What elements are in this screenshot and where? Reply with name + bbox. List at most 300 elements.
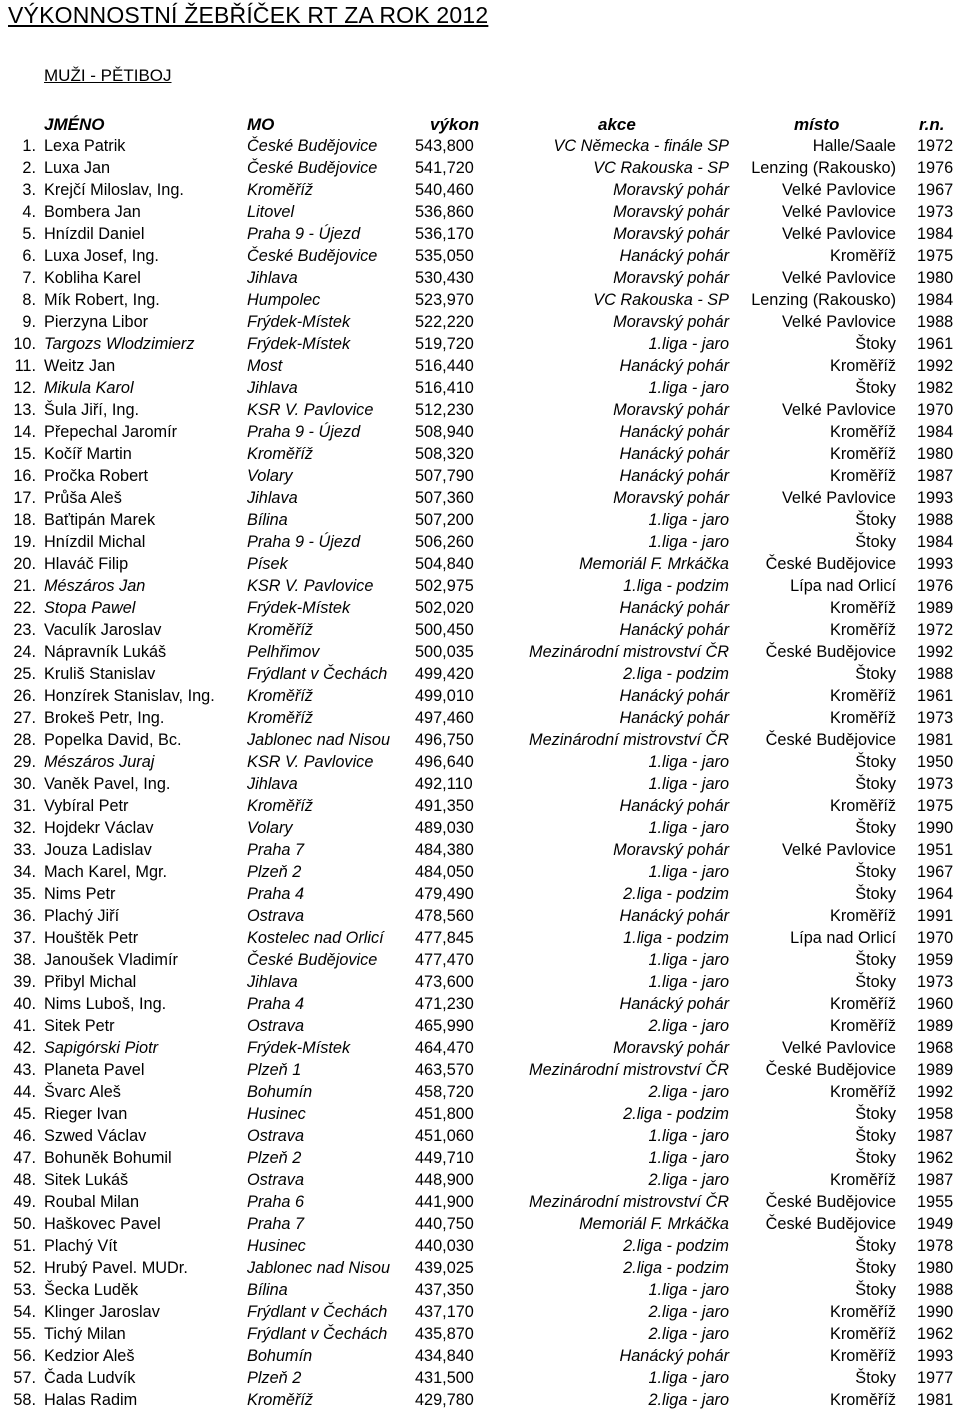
name-cell: Luxa Josef, Ing. [44, 247, 159, 265]
performance-cell: 463,570 [415, 1061, 474, 1079]
event-cell: 2.liga - podzim [623, 1259, 729, 1277]
performance-cell: 497,460 [415, 709, 474, 727]
club-cell: Jihlava [247, 379, 298, 397]
birth-year-cell: 1981 [917, 1391, 954, 1409]
birth-year-cell: 1990 [917, 819, 954, 837]
place-cell: Štoky [855, 885, 896, 903]
rank-cell: 47. [13, 1149, 36, 1167]
name-cell: Planeta Pavel [44, 1061, 145, 1079]
table-row [0, 597, 960, 619]
event-cell: 1.liga - jaro [648, 1369, 729, 1387]
table-row [0, 135, 960, 157]
table-row [0, 1235, 960, 1257]
performance-cell: 434,840 [415, 1347, 474, 1365]
rank-cell: 7. [22, 269, 36, 287]
event-cell: Hanácký pohár [619, 599, 729, 617]
rank-cell: 46. [13, 1127, 36, 1145]
place-cell: Velké Pavlovice [781, 841, 896, 859]
place-cell: České Budějovice [765, 1193, 896, 1211]
performance-cell: 451,800 [415, 1105, 474, 1123]
performance-cell: 496,750 [415, 731, 474, 749]
rank-cell: 24. [13, 643, 36, 661]
place-cell: Kroměříž [829, 1325, 896, 1343]
birth-year-cell: 1959 [917, 951, 954, 969]
club-cell: Husinec [247, 1105, 306, 1123]
event-cell: 1.liga - jaro [648, 819, 729, 837]
birth-year-cell: 1976 [917, 577, 954, 595]
table-row [0, 619, 960, 641]
club-cell: KSR V. Pavlovice [247, 577, 374, 595]
club-cell: Frýdek-Místek [247, 313, 351, 331]
event-cell: 2.liga - jaro [648, 1083, 729, 1101]
name-cell: Popelka David, Bc. [44, 731, 182, 749]
name-cell: Vaněk Pavel, Ing. [44, 775, 171, 793]
table-row [0, 927, 960, 949]
club-cell: Jihlava [247, 775, 298, 793]
birth-year-cell: 1989 [917, 599, 954, 617]
rank-cell: 21. [13, 577, 36, 595]
club-cell: České Budějovice [247, 159, 378, 177]
birth-year-cell: 1970 [917, 929, 954, 947]
name-cell: Plachý Jiří [44, 907, 120, 925]
performance-cell: 543,800 [415, 137, 474, 155]
club-cell: Bohumín [247, 1347, 313, 1365]
event-cell: Moravský pohár [613, 489, 729, 507]
table-row [0, 1345, 960, 1367]
place-cell: České Budějovice [765, 731, 896, 749]
table-row [0, 839, 960, 861]
name-cell: Kobliha Karel [44, 269, 141, 287]
event-cell: 1.liga - jaro [648, 1149, 729, 1167]
performance-cell: 535,050 [415, 247, 474, 265]
name-cell: Hlaváč Filip [44, 555, 129, 573]
place-cell: Štoky [855, 1149, 896, 1167]
table-row [0, 861, 960, 883]
event-cell: Moravský pohár [613, 181, 729, 199]
event-cell: 1.liga - jaro [648, 511, 729, 529]
rank-cell: 19. [13, 533, 36, 551]
rank-cell: 14. [13, 423, 36, 441]
event-cell: 1.liga - jaro [648, 379, 729, 397]
birth-year-cell: 1988 [917, 1281, 954, 1299]
place-cell: Velké Pavlovice [781, 203, 896, 221]
rank-cell: 35. [13, 885, 36, 903]
rank-cell: 23. [13, 621, 36, 639]
birth-year-cell: 1990 [917, 1303, 954, 1321]
event-cell: VC Německa - finále SP [553, 137, 729, 155]
event-cell: Hanácký pohár [619, 357, 729, 375]
event-cell: 2.liga - podzim [623, 665, 729, 683]
name-cell: Kedzior Aleš [44, 1347, 135, 1365]
event-cell: 1.liga - podzim [623, 929, 729, 947]
place-cell: Kroměříž [829, 1083, 896, 1101]
performance-cell: 439,025 [415, 1259, 474, 1277]
club-cell: Praha 9 - Újezd [247, 533, 361, 551]
club-cell: Jablonec nad Nisou [247, 1259, 391, 1277]
performance-cell: 540,460 [415, 181, 474, 199]
birth-year-cell: 1972 [917, 137, 954, 155]
club-cell: Frýdlant v Čechách [247, 1303, 388, 1321]
name-cell: Hrubý Pavel. MUDr. [44, 1259, 188, 1277]
event-cell: Moravský pohár [613, 401, 729, 419]
performance-cell: 516,440 [415, 357, 474, 375]
birth-year-cell: 1955 [917, 1193, 954, 1211]
birth-year-cell: 1987 [917, 1127, 954, 1145]
rank-cell: 15. [13, 445, 36, 463]
table-row [0, 399, 960, 421]
event-cell: 2.liga - podzim [623, 885, 729, 903]
birth-year-cell: 1989 [917, 1017, 954, 1035]
name-cell: Stopa Pawel [44, 599, 136, 617]
performance-cell: 522,220 [415, 313, 474, 331]
club-cell: Praha 6 [247, 1193, 305, 1211]
table-row [0, 1147, 960, 1169]
performance-cell: 499,420 [415, 665, 474, 683]
rank-cell: 22. [13, 599, 36, 617]
table-row [0, 509, 960, 531]
rank-cell: 30. [13, 775, 36, 793]
rank-cell: 58. [13, 1391, 36, 1409]
name-cell: Sapigórski Piotr [44, 1039, 159, 1057]
place-cell: Velké Pavlovice [781, 401, 896, 419]
club-cell: Frýdek-Místek [247, 335, 351, 353]
table-row [0, 685, 960, 707]
place-cell: Kroměříž [829, 1017, 896, 1035]
ranking-table [0, 135, 960, 1411]
rank-cell: 56. [13, 1347, 36, 1365]
performance-cell: 449,710 [415, 1149, 474, 1167]
table-row [0, 883, 960, 905]
place-cell: Velké Pavlovice [781, 225, 896, 243]
birth-year-cell: 1973 [917, 203, 954, 221]
birth-year-cell: 1973 [917, 709, 954, 727]
birth-year-cell: 1988 [917, 313, 954, 331]
club-cell: Ostrava [247, 1171, 305, 1189]
rank-cell: 9. [22, 313, 36, 331]
event-cell: Mezinárodní mistrovství ČR [529, 643, 729, 661]
club-cell: Ostrava [247, 1017, 305, 1035]
performance-cell: 484,380 [415, 841, 474, 859]
performance-cell: 437,170 [415, 1303, 474, 1321]
rank-cell: 20. [13, 555, 36, 573]
rank-cell: 57. [13, 1369, 36, 1387]
column-header-mo: MO [247, 115, 275, 134]
birth-year-cell: 1980 [917, 1259, 954, 1277]
place-cell: Štoky [855, 335, 896, 353]
place-cell: České Budějovice [765, 555, 896, 573]
event-cell: 2.liga - podzim [623, 1105, 729, 1123]
birth-year-cell: 1967 [917, 181, 954, 199]
rank-cell: 40. [13, 995, 36, 1013]
performance-cell: 437,350 [415, 1281, 474, 1299]
event-cell: 1.liga - jaro [648, 533, 729, 551]
birth-year-cell: 1967 [917, 863, 954, 881]
table-row [0, 377, 960, 399]
performance-cell: 440,030 [415, 1237, 474, 1255]
place-cell: Velké Pavlovice [781, 181, 896, 199]
birth-year-cell: 1989 [917, 1061, 954, 1079]
birth-year-cell: 1978 [917, 1237, 954, 1255]
club-cell: KSR V. Pavlovice [247, 753, 374, 771]
name-cell: Přibyl Michal [44, 973, 137, 991]
event-cell: Mezinárodní mistrovství ČR [529, 1193, 729, 1211]
event-cell: Mezinárodní mistrovství ČR [529, 1061, 729, 1079]
name-cell: Nims Luboš, Ing. [44, 995, 167, 1013]
birth-year-cell: 1964 [917, 885, 954, 903]
name-cell: Švarc Aleš [44, 1083, 121, 1101]
birth-year-cell: 1991 [917, 907, 954, 925]
club-cell: Jihlava [247, 269, 298, 287]
performance-cell: 500,450 [415, 621, 474, 639]
event-cell: Hanácký pohár [619, 797, 729, 815]
place-cell: Štoky [855, 379, 896, 397]
rank-cell: 33. [13, 841, 36, 859]
event-cell: 1.liga - podzim [623, 577, 729, 595]
table-row [0, 971, 960, 993]
rank-cell: 2. [22, 159, 36, 177]
table-row [0, 487, 960, 509]
name-cell: Mach Karel, Mgr. [44, 863, 168, 881]
birth-year-cell: 1975 [917, 247, 954, 265]
table-row [0, 795, 960, 817]
place-cell: Štoky [855, 1259, 896, 1277]
performance-cell: 536,860 [415, 203, 474, 221]
table-row [0, 751, 960, 773]
birth-year-cell: 1992 [917, 643, 954, 661]
place-cell: Štoky [855, 1127, 896, 1145]
club-cell: KSR V. Pavlovice [247, 401, 374, 419]
place-cell: Štoky [855, 1369, 896, 1387]
name-cell: Šula Jiří, Ing. [44, 401, 140, 419]
name-cell: Mészáros Jan [44, 577, 146, 595]
table-row [0, 1323, 960, 1345]
club-cell: Frýdlant v Čechách [247, 665, 388, 683]
club-cell: Kroměříž [247, 1391, 314, 1409]
performance-cell: 465,990 [415, 1017, 474, 1035]
club-cell: Kroměříž [247, 445, 314, 463]
event-cell: Hanácký pohár [619, 907, 729, 925]
club-cell: Volary [247, 819, 293, 837]
table-header [0, 113, 960, 135]
table-row [0, 1125, 960, 1147]
club-cell: Litovel [247, 203, 295, 221]
name-cell: Targozs Wlodzimierz [44, 335, 195, 353]
name-cell: Kočíř Martin [44, 445, 132, 463]
club-cell: Volary [247, 467, 293, 485]
rank-cell: 37. [13, 929, 36, 947]
event-cell: Mezinárodní mistrovství ČR [529, 731, 729, 749]
table-row [0, 201, 960, 223]
place-cell: Kroměříž [829, 423, 896, 441]
performance-cell: 507,360 [415, 489, 474, 507]
rank-cell: 26. [13, 687, 36, 705]
place-cell: Štoky [855, 775, 896, 793]
club-cell: Praha 4 [247, 995, 305, 1013]
rank-cell: 54. [13, 1303, 36, 1321]
table-row [0, 663, 960, 685]
birth-year-cell: 1993 [917, 1347, 954, 1365]
place-cell: Kroměříž [829, 709, 896, 727]
event-cell: 1.liga - jaro [648, 863, 729, 881]
performance-cell: 496,640 [415, 753, 474, 771]
place-cell: Lípa nad Orlicí [790, 929, 896, 947]
birth-year-cell: 1973 [917, 775, 954, 793]
event-cell: 2.liga - podzim [623, 1237, 729, 1255]
place-cell: Lenzing (Rakousko) [751, 159, 896, 177]
name-cell: Pročka Robert [44, 467, 149, 485]
place-cell: Kroměříž [829, 995, 896, 1013]
club-cell: Kroměříž [247, 797, 314, 815]
club-cell: Praha 4 [247, 885, 305, 903]
birth-year-cell: 1987 [917, 1171, 954, 1189]
birth-year-cell: 1992 [917, 357, 954, 375]
name-cell: Šecka Luděk [44, 1281, 139, 1299]
table-row [0, 949, 960, 971]
place-cell: Kroměříž [829, 467, 896, 485]
club-cell: Plzeň 2 [247, 863, 302, 881]
birth-year-cell: 1987 [917, 467, 954, 485]
birth-year-cell: 1950 [917, 753, 954, 771]
name-cell: Szwed Václav [44, 1127, 147, 1145]
place-cell: Štoky [855, 665, 896, 683]
birth-year-cell: 1961 [917, 335, 954, 353]
place-cell: Velké Pavlovice [781, 313, 896, 331]
club-cell: Humpolec [247, 291, 321, 309]
club-cell: Bílina [247, 1281, 288, 1299]
performance-cell: 500,035 [415, 643, 474, 661]
table-row [0, 311, 960, 333]
birth-year-cell: 1949 [917, 1215, 954, 1233]
table-row [0, 707, 960, 729]
performance-cell: 502,975 [415, 577, 474, 595]
birth-year-cell: 1958 [917, 1105, 954, 1123]
place-cell: Kroměříž [829, 1347, 896, 1365]
event-cell: Moravský pohár [613, 841, 729, 859]
place-cell: České Budějovice [765, 1215, 896, 1233]
table-row [0, 267, 960, 289]
club-cell: Kostelec nad Orlicí [247, 929, 384, 947]
rank-cell: 18. [13, 511, 36, 529]
performance-cell: 507,200 [415, 511, 474, 529]
rank-cell: 34. [13, 863, 36, 881]
club-cell: Písek [247, 555, 288, 573]
birth-year-cell: 1975 [917, 797, 954, 815]
birth-year-cell: 1988 [917, 511, 954, 529]
table-row [0, 1367, 960, 1389]
column-header-year: r.n. [919, 115, 945, 134]
table-row [0, 1279, 960, 1301]
place-cell: Velké Pavlovice [781, 269, 896, 287]
place-cell: Kroměříž [829, 621, 896, 639]
event-cell: Hanácký pohár [619, 247, 729, 265]
performance-cell: 506,260 [415, 533, 474, 551]
event-cell: 1.liga - jaro [648, 775, 729, 793]
event-cell: 1.liga - jaro [648, 951, 729, 969]
name-cell: Mészáros Juraj [44, 753, 155, 771]
column-header-name: JMÉNO [44, 115, 105, 134]
name-cell: Brokeš Petr, Ing. [44, 709, 165, 727]
event-cell: Moravský pohár [613, 269, 729, 287]
birth-year-cell: 1970 [917, 401, 954, 419]
table-row [0, 245, 960, 267]
club-cell: Pelhřimov [247, 643, 320, 661]
place-cell: Štoky [855, 819, 896, 837]
event-cell: Moravský pohár [613, 203, 729, 221]
rank-cell: 52. [13, 1259, 36, 1277]
table-row [0, 773, 960, 795]
name-cell: Čada Ludvík [44, 1369, 136, 1387]
club-cell: Frýdek-Místek [247, 599, 351, 617]
table-row [0, 1257, 960, 1279]
name-cell: Hojdekr Václav [44, 819, 154, 837]
rank-cell: 36. [13, 907, 36, 925]
performance-cell: 464,470 [415, 1039, 474, 1057]
table-row [0, 553, 960, 575]
table-row [0, 355, 960, 377]
column-header-event: akce [598, 115, 636, 134]
rank-cell: 48. [13, 1171, 36, 1189]
name-cell: Vybíral Petr [44, 797, 129, 815]
club-cell: Most [247, 357, 283, 375]
name-cell: Mikula Karol [44, 379, 134, 397]
name-cell: Janoušek Vladimír [44, 951, 178, 969]
club-cell: Praha 7 [247, 1215, 305, 1233]
event-cell: 1.liga - jaro [648, 1281, 729, 1299]
name-cell: Lexa Patrik [44, 137, 126, 155]
event-cell: Hanácký pohár [619, 621, 729, 639]
performance-cell: 512,230 [415, 401, 474, 419]
event-cell: Hanácký pohár [619, 467, 729, 485]
place-cell: Štoky [855, 973, 896, 991]
performance-cell: 489,030 [415, 819, 474, 837]
event-cell: Hanácký pohár [619, 423, 729, 441]
event-cell: Memoriál F. Mrkáčka [579, 555, 729, 573]
rank-cell: 12. [13, 379, 36, 397]
name-cell: Kruliš Stanislav [44, 665, 156, 683]
place-cell: Kroměříž [829, 357, 896, 375]
place-cell: Štoky [855, 951, 896, 969]
event-cell: Hanácký pohár [619, 995, 729, 1013]
page-title: VÝKONNOSTNÍ ŽEBŘÍČEK RT ZA ROK 2012 [8, 2, 489, 28]
name-cell: Rieger Ivan [44, 1105, 128, 1123]
birth-year-cell: 1981 [917, 731, 954, 749]
rank-cell: 13. [13, 401, 36, 419]
rank-cell: 11. [14, 357, 36, 375]
performance-cell: 507,790 [415, 467, 474, 485]
name-cell: Weitz Jan [44, 357, 116, 375]
performance-cell: 440,750 [415, 1215, 474, 1233]
place-cell: České Budějovice [765, 643, 896, 661]
event-cell: 2.liga - jaro [648, 1325, 729, 1343]
performance-cell: 477,470 [415, 951, 474, 969]
performance-cell: 471,230 [415, 995, 474, 1013]
place-cell: Velké Pavlovice [781, 489, 896, 507]
rank-cell: 49. [13, 1193, 36, 1211]
event-cell: Moravský pohár [613, 313, 729, 331]
table-row [0, 421, 960, 443]
event-cell: 2.liga - jaro [648, 1303, 729, 1321]
rank-cell: 50. [13, 1215, 36, 1233]
table-row [0, 1059, 960, 1081]
birth-year-cell: 1976 [917, 159, 954, 177]
category-subtitle: MUŽI - PĚTIBOJ [44, 66, 172, 85]
performance-cell: 499,010 [415, 687, 474, 705]
rank-cell: 3. [22, 181, 36, 199]
club-cell: Husinec [247, 1237, 306, 1255]
place-cell: Kroměříž [829, 1171, 896, 1189]
column-header-place: místo [794, 115, 840, 134]
name-cell: Honzírek Stanislav, Ing. [44, 687, 215, 705]
